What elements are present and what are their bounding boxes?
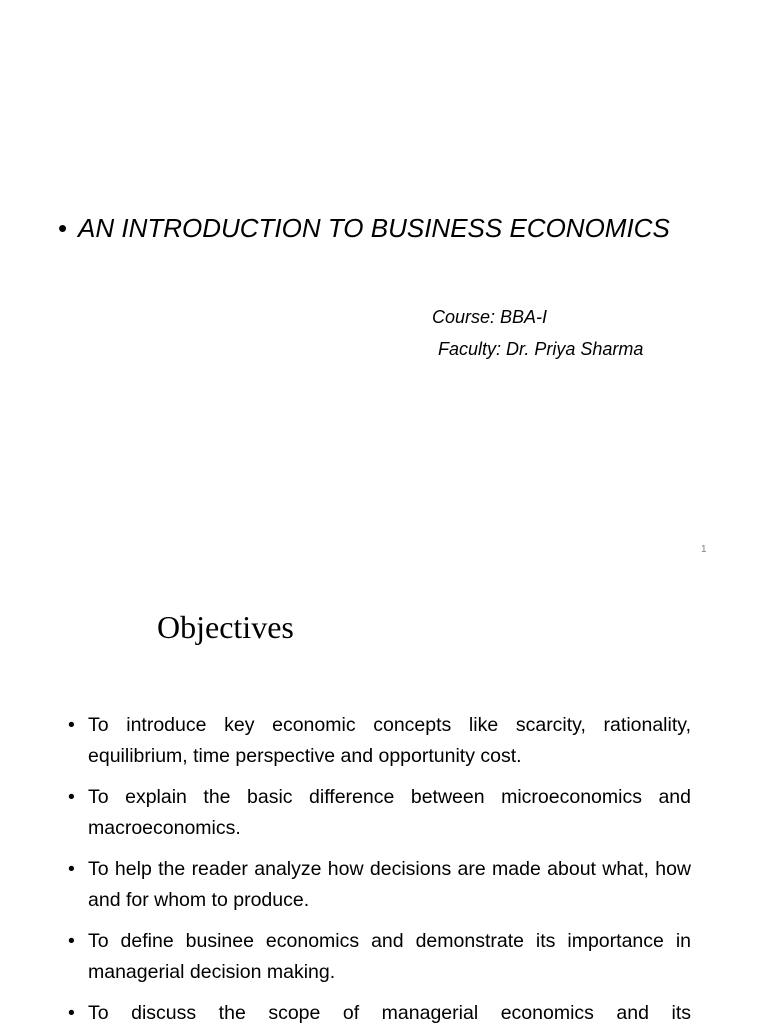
list-item [68, 854, 691, 916]
bullet-icon: • [68, 714, 75, 736]
list-item [68, 998, 691, 1024]
slide-objectives [0, 576, 768, 1024]
bullet-icon: • [68, 930, 75, 952]
list-item-text: To discuss the scope of managerial economics and its [88, 1002, 691, 1024]
list-item [68, 710, 691, 772]
presentation-title [58, 210, 670, 246]
bullet-icon: • [68, 786, 75, 808]
bullet-icon: • [68, 1002, 75, 1024]
faculty-label: Faculty: Dr. Priya Sharma [438, 339, 644, 359]
list-item [68, 782, 691, 844]
objectives-list [68, 710, 691, 1024]
list-item-text: To help the reader analyze how decisions are made about what, how and for whom to produce. [88, 858, 691, 911]
list-item [68, 926, 691, 988]
page-number: 1 [701, 544, 707, 555]
objectives-heading: Objectives [157, 609, 294, 645]
bullet-icon: • [58, 213, 68, 243]
bullet-icon: • [68, 858, 75, 880]
list-item-text: To explain the basic difference between microeconomics and macroeconomics. [88, 786, 691, 839]
list-item-text: To define businee economics and demonstrate its importance in managerial decision making. [88, 930, 691, 983]
list-item-text: To introduce key economic concepts like scarcity, rationality, equilibrium, time perspective and opportunity cost. [88, 714, 691, 767]
course-label: Course: BBA-I [432, 307, 548, 327]
title-text: AN INTRODUCTION TO BUSINESS ECONOMICS [78, 213, 670, 243]
